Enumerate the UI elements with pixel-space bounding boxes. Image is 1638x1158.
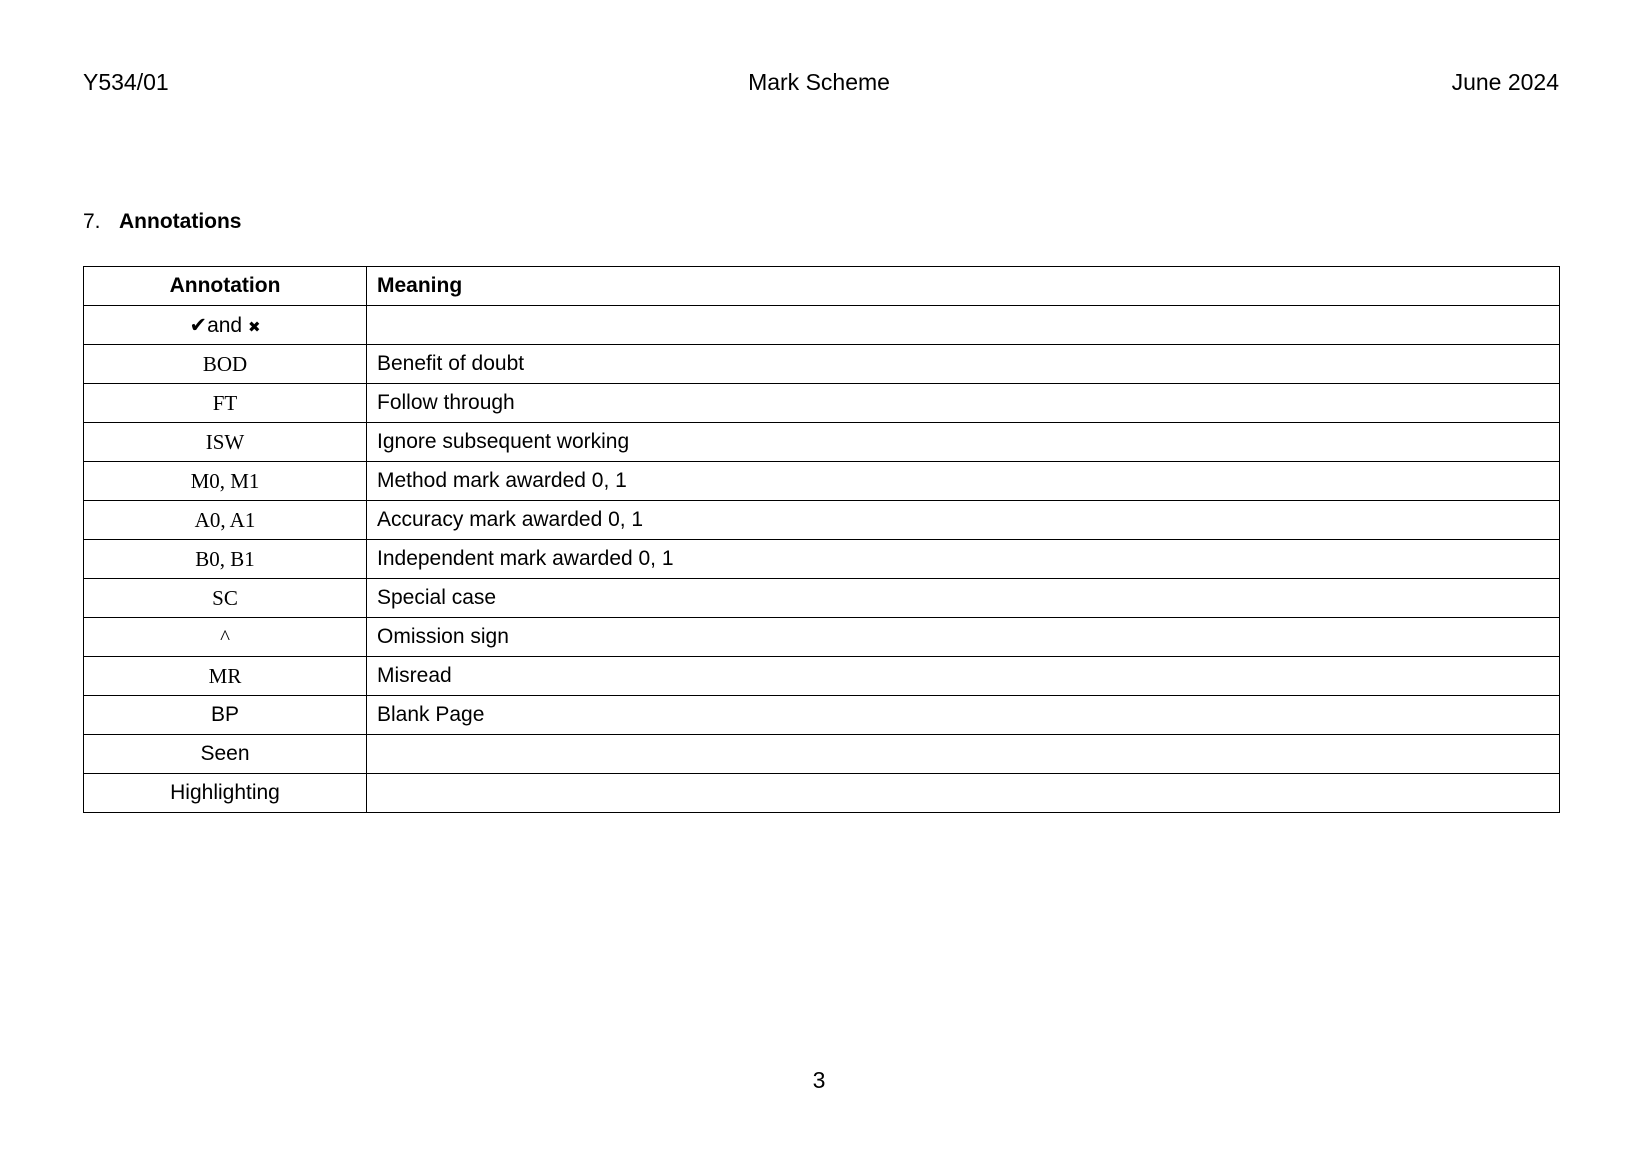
table-row	[84, 345, 1560, 384]
annotation-cell: Seen	[84, 735, 367, 774]
meaning-cell: Ignore subsequent working	[367, 423, 1560, 462]
annotation-cell: M0, M1	[84, 462, 367, 501]
section-title: Annotations	[119, 210, 242, 233]
annotation-cell: B0, B1	[84, 540, 367, 579]
table-row	[84, 579, 1560, 618]
annotation-cell: Highlighting	[84, 774, 367, 813]
meaning-cell	[367, 735, 1560, 774]
table-row	[84, 735, 1560, 774]
meaning-cell: Benefit of doubt	[367, 345, 1560, 384]
annotation-cell: FT	[84, 384, 367, 423]
page-number: 3	[812, 1067, 826, 1093]
annotations-table	[83, 266, 1560, 813]
meaning-cell: Follow through	[367, 384, 1560, 423]
meaning-cell: Omission sign	[367, 618, 1560, 657]
table-row	[84, 306, 1560, 345]
table-header-row	[84, 267, 1560, 306]
section-number: 7.	[83, 210, 101, 233]
annotation-connector: and	[207, 313, 248, 337]
column-header-meaning: Meaning	[367, 267, 1560, 306]
document-title: Mark Scheme	[748, 69, 890, 95]
meaning-cell: Misread	[367, 657, 1560, 696]
meaning-cell: Accuracy mark awarded 0, 1	[367, 501, 1560, 540]
annotation-cell: ^	[84, 618, 367, 657]
section-heading	[83, 209, 241, 235]
annotation-cell	[84, 306, 367, 345]
table-row	[84, 384, 1560, 423]
table-row	[84, 423, 1560, 462]
meaning-cell: Blank Page	[367, 696, 1560, 735]
annotation-cell: BP	[84, 696, 367, 735]
table-row	[84, 462, 1560, 501]
annotation-cell: A0, A1	[84, 501, 367, 540]
meaning-cell	[367, 306, 1560, 345]
annotation-cell: SC	[84, 579, 367, 618]
table-row	[84, 696, 1560, 735]
tick-icon: ✔	[189, 313, 208, 337]
table-row	[84, 657, 1560, 696]
column-header-annotation: Annotation	[84, 267, 367, 306]
annotation-cell: MR	[84, 657, 367, 696]
annotation-cell: BOD	[84, 345, 367, 384]
cross-icon: ✖	[247, 318, 261, 336]
document-date: June 2024	[1451, 69, 1559, 95]
meaning-cell: Independent mark awarded 0, 1	[367, 540, 1560, 579]
meaning-cell	[367, 774, 1560, 813]
document-code: Y534/01	[83, 69, 169, 95]
meaning-cell: Method mark awarded 0, 1	[367, 462, 1560, 501]
table-row	[84, 540, 1560, 579]
meaning-cell: Special case	[367, 579, 1560, 618]
table-row	[84, 618, 1560, 657]
annotation-cell: ISW	[84, 423, 367, 462]
table-row	[84, 501, 1560, 540]
table-row	[84, 774, 1560, 813]
